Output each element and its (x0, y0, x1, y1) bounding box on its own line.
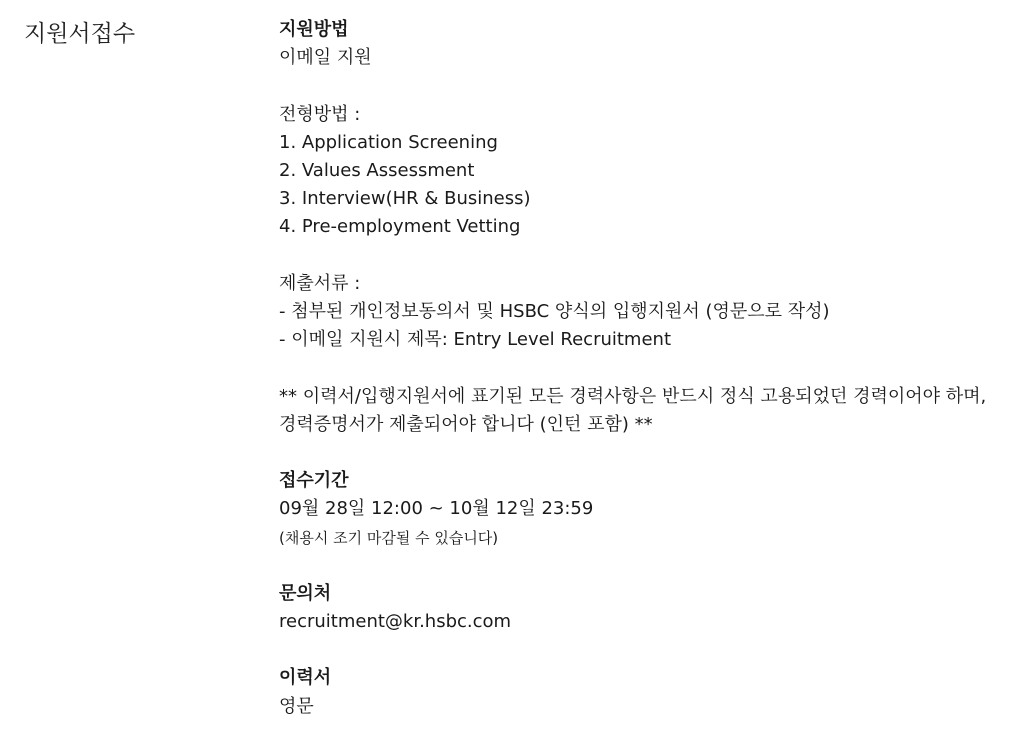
contact-email-row (279, 608, 1009, 636)
documents-heading: 제출서류 : (279, 272, 361, 294)
application-details (279, 16, 1009, 721)
spacer (279, 552, 1009, 580)
method-heading: 지원방법 (279, 19, 349, 40)
contact-heading: 문의처 (279, 582, 332, 604)
resume-value: 영문 (279, 695, 314, 717)
section-title: 지원서접수 (24, 21, 136, 47)
spacer (279, 72, 1009, 100)
documents-item: - 이메일 지원시 제목: Entry Level Recruitment (279, 329, 672, 351)
period-value: 09월 28일 12:00 ~ 10월 12일 23:59 (279, 498, 594, 520)
spacer (279, 636, 1009, 664)
process-step: 1. Application Screening (279, 131, 498, 153)
note-line: ** 이력서/입행지원서에 표기된 모든 경력사항은 반드시 정식 고용되었던 경력이어야 하며, (279, 385, 987, 407)
resume-heading: 이력서 (279, 667, 332, 689)
period-heading: 접수기간 (279, 470, 349, 492)
documents-item: - 첨부된 개인정보동의서 및 HSBC 양식의 입행지원서 (영문으로 작성) (279, 301, 830, 322)
spacer (279, 242, 1009, 270)
contact-email-link[interactable]: recruitment@kr.hsbc.com (279, 610, 512, 632)
process-heading: 전형방법 : (279, 103, 361, 125)
spacer (279, 439, 1009, 467)
period-note: (채용시 조기 마감될 수 있습니다) (279, 528, 499, 547)
process-step: 3. Interview(HR & Business) (279, 188, 531, 210)
method-value: 이메일 지원 (279, 47, 372, 69)
note-line: 경력증명서가 제출되어야 합니다 (인턴 포함) ** (279, 413, 653, 435)
process-step: 4. Pre-employment Vetting (279, 216, 521, 238)
process-step: 2. Values Assessment (279, 160, 475, 181)
spacer (279, 354, 1009, 382)
